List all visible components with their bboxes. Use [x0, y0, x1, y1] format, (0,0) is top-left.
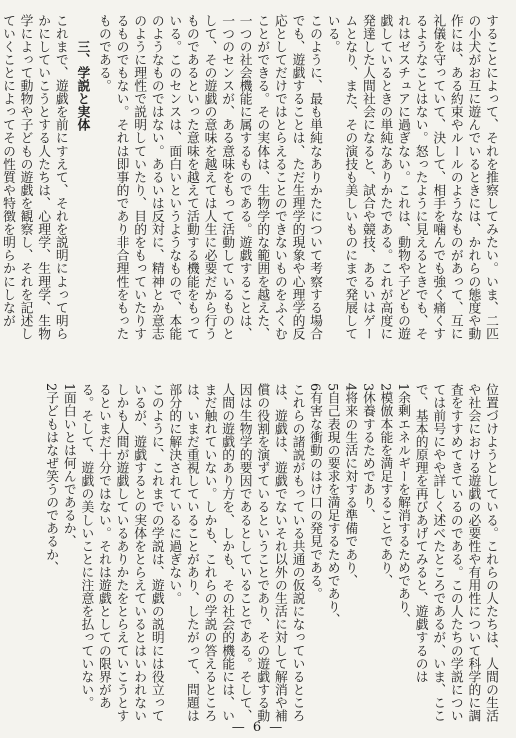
- list-item: 3休養するためであり、: [359, 383, 375, 522]
- list-item: 1面白いとは何んであるか、: [60, 383, 76, 548]
- paragraph: このように、これまでの学説は、遊戯の説明には役立っているが、遊戯するとの実体をとらえているとはいわれないしかも人間が遊戯しているありかたをとらえていこうとするといまだ十分ではない。それは遊戯としての限界がある。そして、遊戯の美しいことに注意を払っていない。: [78, 383, 164, 723]
- paragraph: これらの諸説がもっている共通の仮説になっているところは、遊戯は、遊戯でないそれ以外の生活に対して解消や補償の役割を演ずているということであり、その遊戯する動因は生物学的要因であるとしていることである。そして、人間の遊戯的あり方を、しかも、その社会的機能には、いまだ触れていない。しかも、これらの学説の答えるところは、いまだ重視していることがあり、したがって、問題は部分的に解決されているに過ぎない。: [166, 383, 305, 723]
- upper-text-block: [0, 14, 499, 350]
- page-number: — 6 —: [231, 720, 285, 735]
- paragraph: 位置づけようとしている。これらの人たちは、人間の生活や社会における遊戯の必要性や有用性について科学的に調査をすすめてきているのである。この人たちの学説については前号にやや詳しく述べたところであるが、いま、ここで、基本的原理を再びあげてみると、遊戯するのは: [412, 383, 498, 723]
- section-heading: 三、学説と実体: [74, 39, 90, 131]
- lower-text-block: [27, 383, 499, 723]
- list-item: 1余剰エネルギーを解消するためであり、: [395, 383, 411, 627]
- list-item: 6有害な衝動のはけ口の発見である。: [307, 383, 323, 601]
- paragraph: これまで、遊戯を前にすえて、それを説明によって明らかにしていこうとする人たちは、心理学、生理学、生物学によって動物や子どもの遊戯を観察し、それを記述していくことによってその性質や特徴を明らかにしなが: [0, 14, 68, 341]
- list-item: 2子どもはなぜ笑うのであるか、: [43, 383, 59, 575]
- list-item: 4将来の生活に対する準備であり、: [342, 383, 358, 588]
- list-item: 5自己表現の要求を満足するためであり、: [324, 383, 340, 627]
- paragraph: することによって、それを推察してみたい。いま、二匹の小犬がお互に遊んでいるときには、かれらの態度や動作には、ある約束やルールのようなものがあって、互に礼儀を守っていて、決して、相手を噛んでも強く痛くするようなことはない。怒ったように見えるときでも、それはゼスチュアに過ぎない。これは、動物や子どもの遊戯しているときの単純なありかたである。これが高度に発達した人間社会になると、試合や競技、あるいはゲームとなり、また、その演技も美しいものにまで発展している。: [324, 14, 498, 341]
- list-item: 2模倣本能を満足することであり、: [377, 383, 393, 588]
- paragraph: このように、最も単純なありかたについて考察する場合でも、遊戯することは、ただ生理学的現象や心理学的反応としてだけではとらえることのできないものをふくむことができる。その実体は、生物学的な範囲を越えた、一つの社会機能に属するものである。遊戯することは、一つのセンスが、ある意味をもって活動しているものとして、その遊戯の意味を越えては人生に必要だから行うものであるといった意味を越えて活動する機能をもっている。このセンスは、面白いというようなもので、本能のようなものではない。あるいは反対に、精神とか意志のように理性で説明していたり、目的をもっていたりするものでもない。それは即事的であり非合理性をもったものである。: [95, 14, 323, 341]
